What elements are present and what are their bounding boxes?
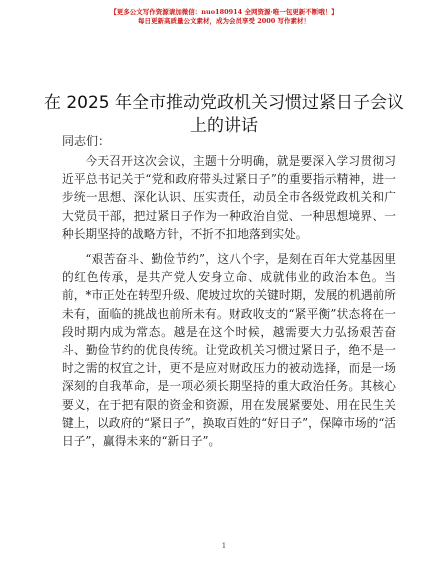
salutation: 同志们：	[62, 134, 111, 148]
promo-line-2: 每日更新高质量公文素材，成为会员享受 2000 写作素材！	[137, 17, 311, 25]
paragraph-1: 今天召开这次会议，主题十分明确，就是要深入学习贯彻习近平总书记关于“党和政府带头过紧日子”的重要指示精神，进一步统一思想、深化认识、压实责任，动员全市各级党政机关和广大党员干部，把过紧日子作为一种政治自觉、一种思想境界、一种长期坚持的战略方针，不折不扣地落到实处。	[62, 154, 396, 241]
document-title: 在 2025 年全市推动党政机关习惯过紧日子会议上的讲话	[43, 93, 405, 136]
paragraph-2: “艰苦奋斗、勤俭节约”，这八个字，是刻在百年大党基因里的红色传承，是共产党人安身立命、成就伟业的政治本色。当前，*市正处在转型升级、爬坡过坎的关键时期，发展的机遇前所未有，面临的挑战也前所未有。财政收支的“紧平衡”状态将在一段时期内成为常态。越是在这个时候，越需要大力弘扬艰苦奋斗、勤俭节约的优良传统。让党政机关习惯过紧日子，绝不是一时之需的权宜之计，更不是应对财政压力的被动选择，而是一场深刻的自我革命，是一项必须长期坚持的重大政治任务。其核心要义，在于把有限的资金和资源，用在发展紧要处、用在民生关键上，以政府的“紧日子”，换取百姓的“好日子”，保障市场的“活日子”，赢得未来的“新日子”。	[62, 252, 396, 449]
page-number: 1	[221, 542, 227, 550]
promo-banner	[0, 8, 448, 26]
promo-line-1: 【更多公文写作资源请加微信：nuo180914 全网资源·唯一包更新不断哦！】	[110, 8, 338, 16]
document-body	[62, 152, 396, 457]
